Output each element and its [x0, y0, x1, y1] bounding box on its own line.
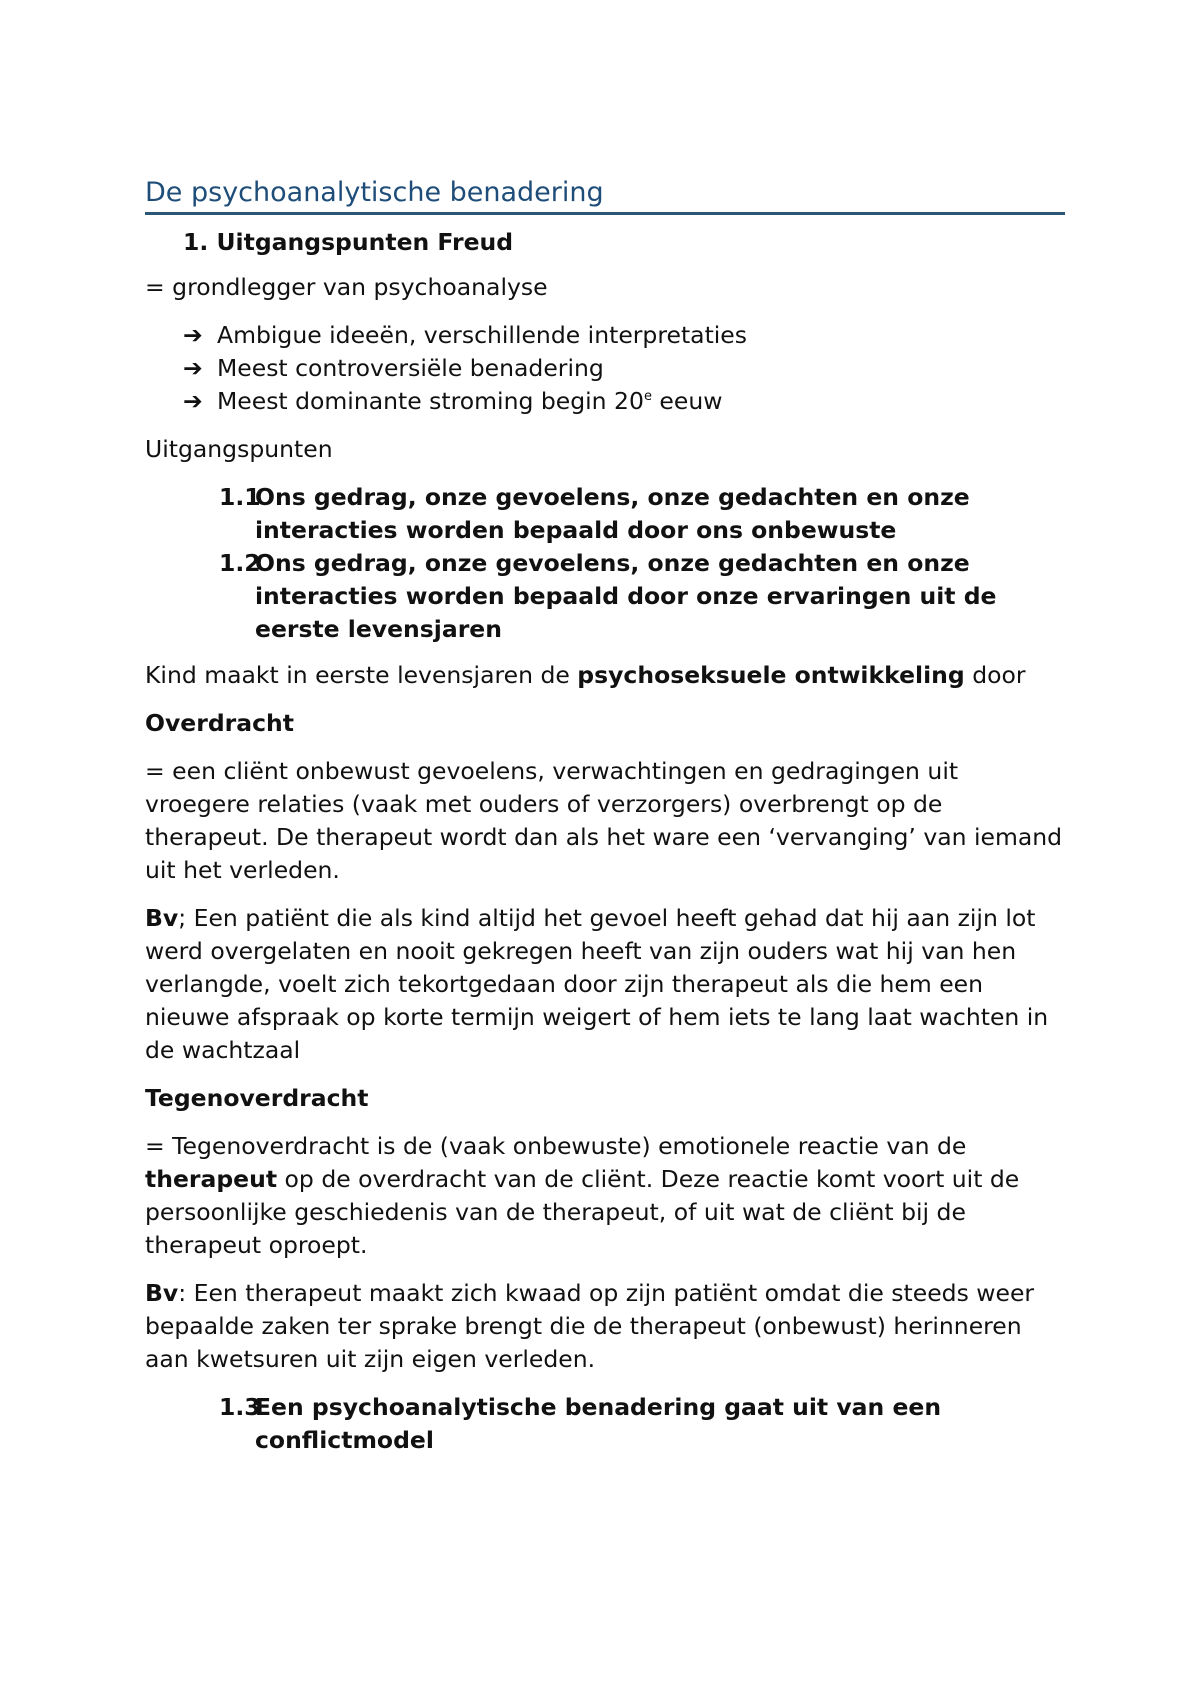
subsection-1-2 — [145, 547, 1065, 646]
overdracht-definition: = een cliënt onbewust gevoelens, verwachtingen en gedragingen uit vroegere relaties (vaak met ouders of verzorgers) overbrengt op de therapeut. De therapeut wordt dan als het ware een ‘vervanging’ van iemand uit het verleden. — [145, 757, 1063, 884]
kind-text-after: door — [964, 661, 1026, 689]
kind-paragraph — [145, 659, 1065, 692]
tegenoverdracht-example — [145, 1277, 1065, 1376]
overdracht-example — [145, 902, 1065, 1067]
example-line-1: ; Een patiënt die als kind altijd het gevoel heeft gehad dat hij aan zijn lot — [178, 904, 1036, 932]
kind-text-before: Kind maakt in eerste levensjaren de — [145, 661, 578, 689]
list-item-text: Meest controversiële benadering — [217, 354, 604, 382]
document-title: De psychoanalytische benadering — [145, 176, 1065, 215]
tegenoverdracht-heading-text: Tegenoverdracht — [145, 1084, 369, 1112]
subsection-number: 1.1 — [219, 483, 261, 511]
example-label: Bv — [145, 904, 179, 932]
section-heading-text: Uitgangspunten Freud — [216, 228, 514, 256]
subsection-number: 1.3 — [219, 1393, 261, 1421]
list-item — [145, 319, 1065, 352]
example-label: Bv — [145, 1279, 179, 1307]
subsection-number: 1.2 — [219, 549, 261, 577]
list-item — [145, 352, 1065, 385]
section-number: 1. — [183, 228, 209, 256]
def-bold-term: therapeut — [145, 1165, 278, 1193]
subsection-text: Ons gedrag, onze gevoelens, onze gedachten en onze interacties worden bepaald door onze ervaringen uit de eerste levensjaren — [255, 549, 997, 643]
example-line-2: bepaalde zaken ter sprake brengt die de therapeut (onbewust) herinneren aan kwetsuren uit zijn eigen verleden. — [145, 1312, 1022, 1373]
example-line-1: : Een therapeut maakt zich kwaad op zijn patiënt omdat die steeds weer — [178, 1279, 1035, 1307]
uitgangspunten-label: Uitgangspunten — [145, 435, 333, 463]
document-body — [145, 176, 1065, 1457]
tegenoverdracht-definition — [145, 1130, 1065, 1262]
arrow-list — [145, 319, 1065, 418]
list-item-text: Ambigue ideeën, verschillende interpretaties — [217, 321, 748, 349]
overdracht-heading — [145, 707, 1065, 740]
subsection-1-1 — [145, 481, 1065, 547]
intro-line: = grondlegger van psychoanalyse — [145, 273, 548, 301]
arrow-right-icon: ➔ — [183, 321, 203, 349]
kind-bold-term: psychoseksuele ontwikkeling — [577, 661, 965, 689]
subsection-text: Een psychoanalytische benadering gaat uit van een conflictmodel — [255, 1393, 942, 1454]
arrow-right-icon: ➔ — [183, 354, 203, 382]
overdracht-heading-text: Overdracht — [145, 709, 294, 737]
def-text-after: op de overdracht van de cliënt. Deze reactie komt voort uit de persoonlijke geschiedenis van de therapeut, of uit wat de cliënt bij de therapeut oproept. — [145, 1165, 1020, 1259]
list-item-text-after: eeuw — [651, 387, 723, 415]
list-item-text-before: Meest dominante stroming begin 20 — [217, 387, 644, 415]
arrow-right-icon: ➔ — [183, 387, 203, 415]
section-heading-1 — [183, 226, 1065, 259]
subsection-1-3 — [145, 1391, 1065, 1457]
example-line-2: werd overgelaten en nooit gekregen heeft van zijn ouders wat hij van hen verlangde, voelt zich tekortgedaan door zijn therapeut als die hem een nieuwe afspraak op korte termijn weigert of hem iets te lang laat wachten in de wachtzaal — [145, 937, 1049, 1064]
tegenoverdracht-heading — [145, 1082, 1065, 1115]
superscript: e — [643, 389, 652, 404]
subsection-text: Ons gedrag, onze gevoelens, onze gedachten en onze interacties worden bepaald door ons onbewuste — [255, 483, 970, 544]
list-item — [145, 385, 1065, 418]
def-text-before: = Tegenoverdracht is de (vaak onbewuste) emotionele reactie van de — [145, 1132, 967, 1160]
